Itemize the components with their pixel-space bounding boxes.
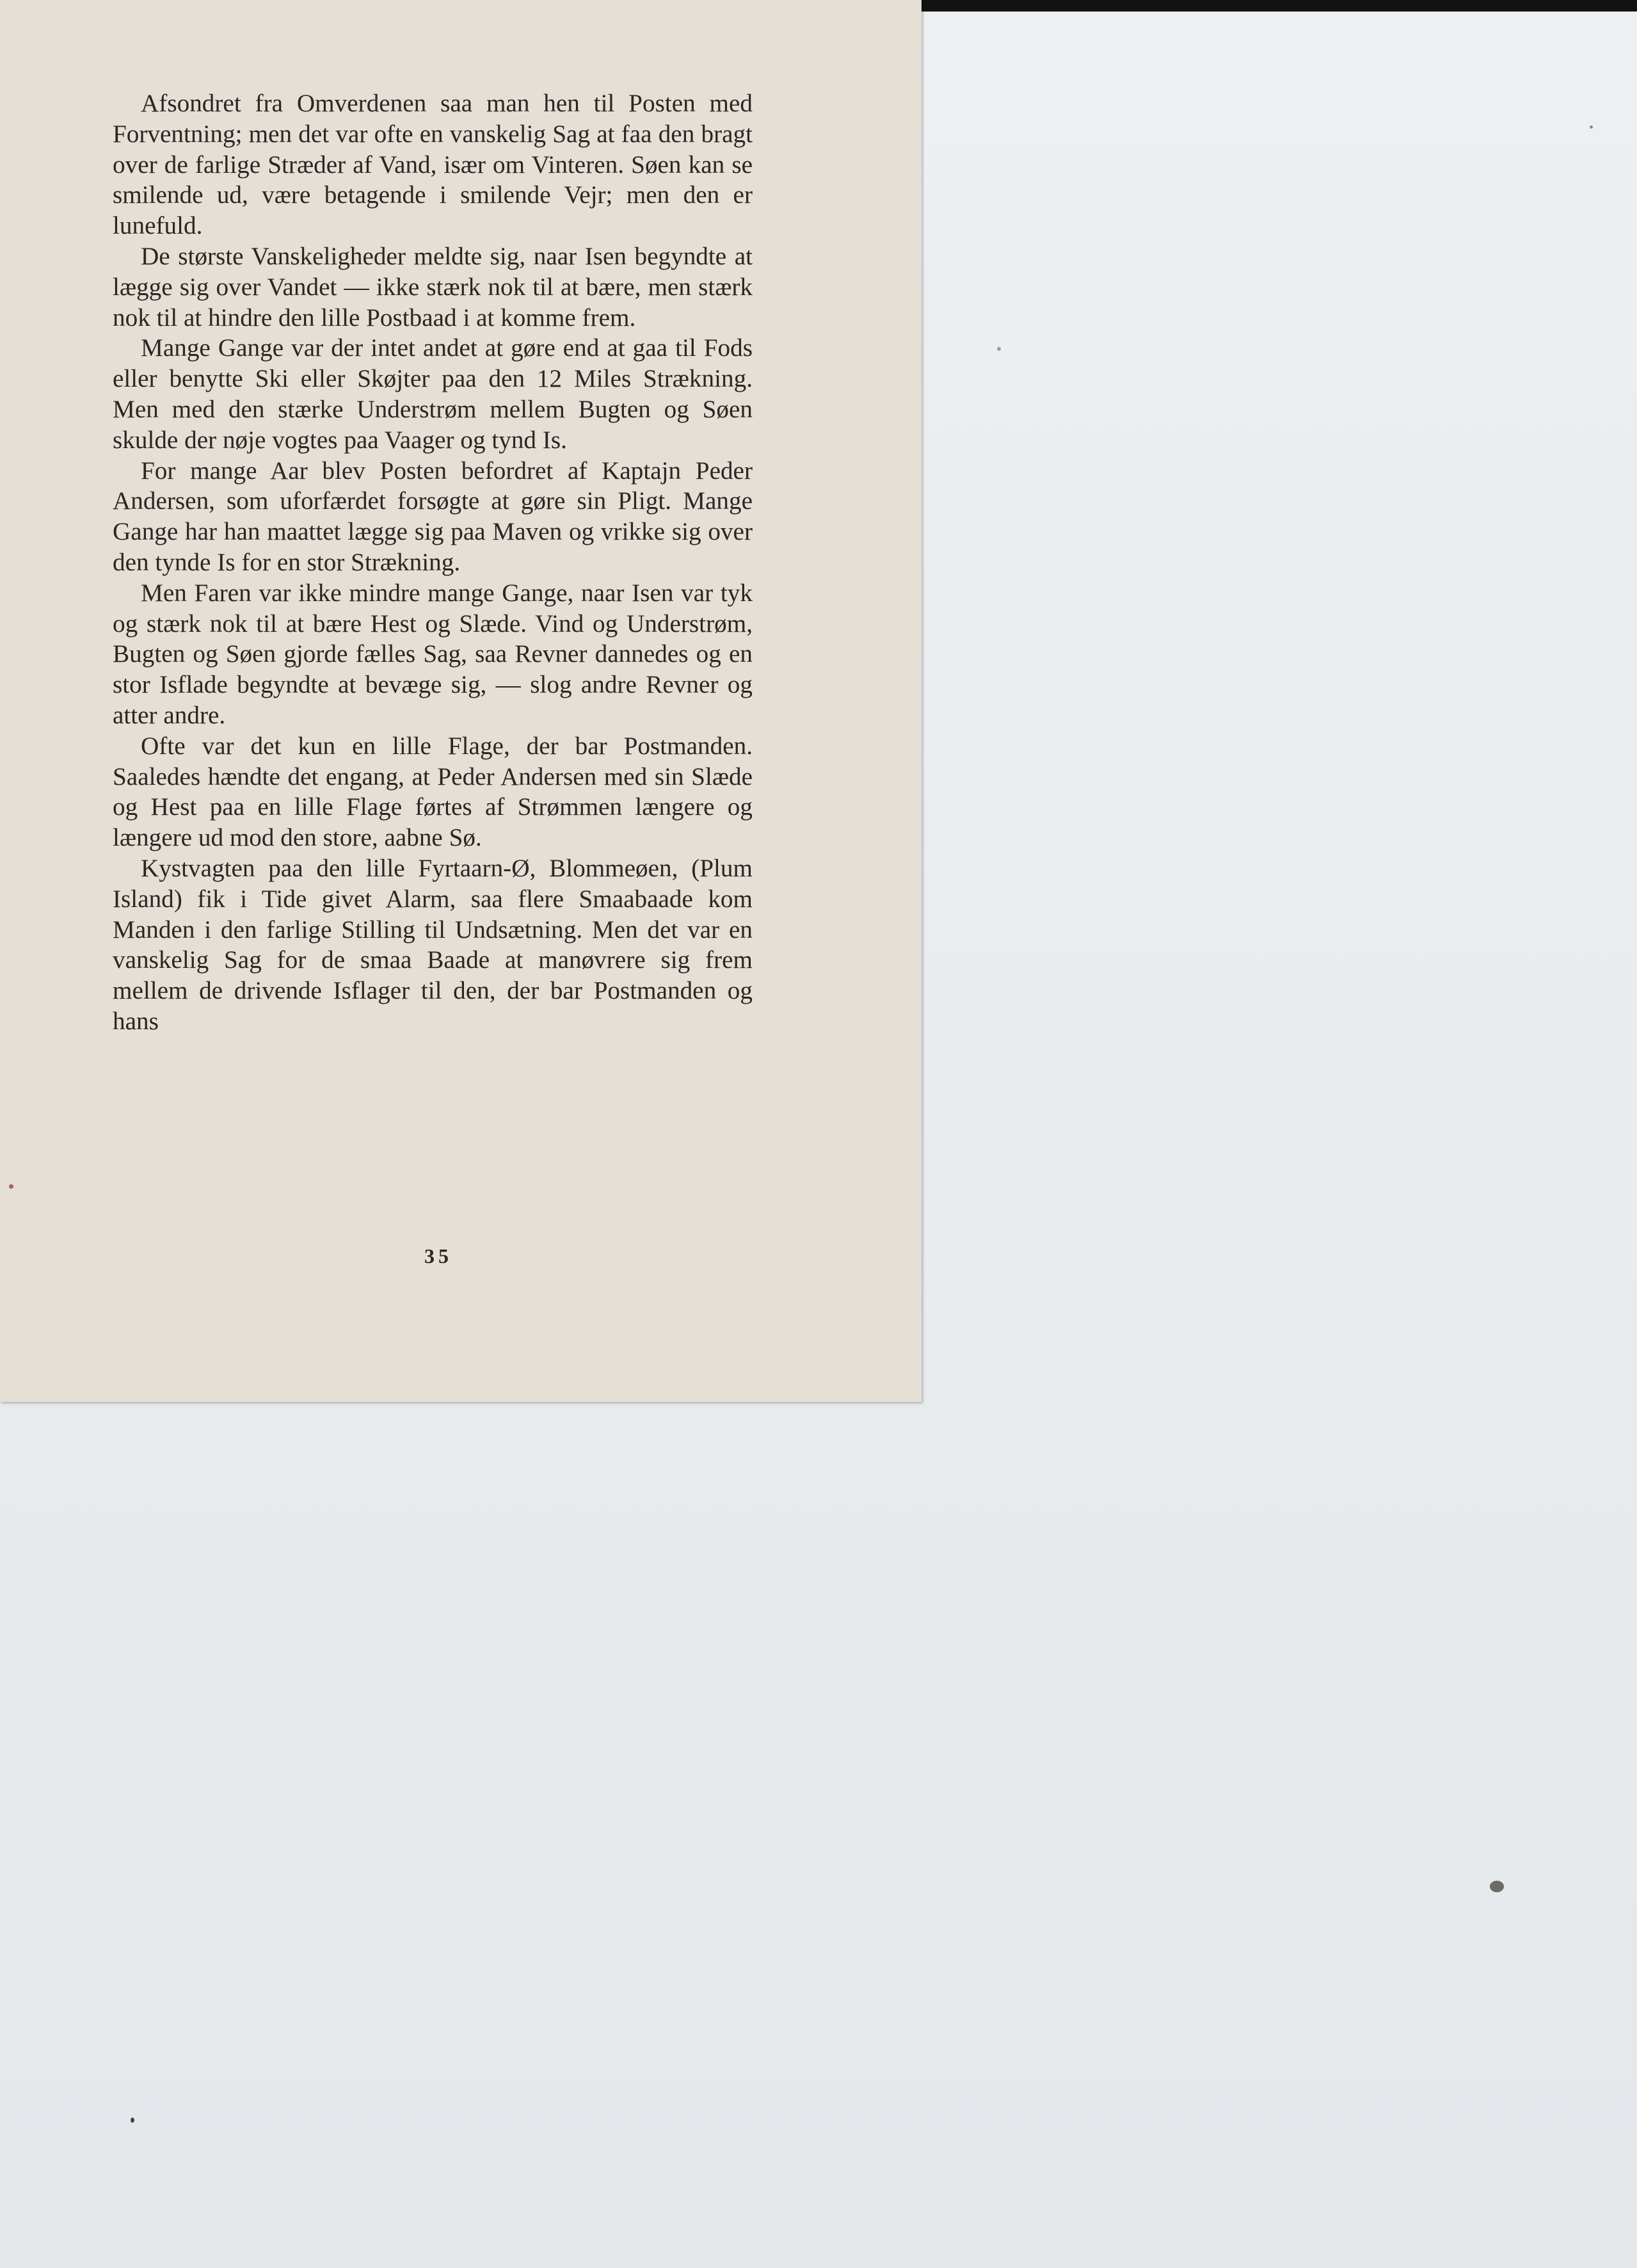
body-text [113, 88, 753, 1037]
paragraph: Mange Gange var der intet andet at gøre end at gaa til Fods eller benytte Ski eller Skøjter paa den 12 Miles Strækning. Men med den stærke Understrøm mellem Bugten og Søen skulde der nøje vogtes paa Vaager og tynd Is. [113, 334, 753, 454]
book-page [0, 0, 922, 1402]
paragraph: Afsondret fra Omverdenen saa man hen til Posten med Forventning; men det var ofte en vanskelig Sag at faa den bragt over de farlige Stræder af Vand, især om Vinteren. Søen kan se smilende ud, være betagende i smilende Vejr; men den er lunefuld. [113, 90, 753, 240]
scanner-lid-edge [922, 0, 1637, 12]
paragraph: For mange Aar blev Posten befordret af Kaptajn Peder Andersen, som uforfærdet forsøgte at gøre sin Pligt. Mange Gange har han maattet lægge sig paa Maven og vrikke sig over den tynde Is for en stor Strækning. [113, 456, 753, 576]
dust-speck [1490, 1881, 1504, 1892]
paragraph: Kystvagten paa den lille Fyrtaarn-Ø, Blommeøen, (Plum Island) fik i Tide givet Alarm, saa flere Smaabaade kom Manden i den farlige Stilling til Undsætning. Men det var en vanskelig Sag for de smaa Baade at manøvrere sig frem mellem de drivende Isflager til den, der bar Postmanden og hans [113, 854, 753, 1035]
paragraph: Men Faren var ikke mindre mange Gange, naar Isen var tyk og stærk nok til at bære Hest og Slæde. Vind og Understrøm, Bugten og Søen gjorde fælles Sag, saa Revner dannedes og en stor Isflade begyndte at bevæge sig, — slog andre Revner og atter andre. [113, 579, 753, 729]
paragraph: De største Vanskeligheder meldte sig, naar Isen begyndte at lægge sig over Vandet — ikke stærk nok til at bære, men stærk nok til at hindre den lille Postbaad i at komme frem. [113, 242, 753, 332]
dust-speck [1590, 125, 1593, 129]
dust-speck [997, 347, 1001, 351]
page-number: 35 [424, 1244, 452, 1267]
dust-speck [9, 1184, 13, 1189]
paragraph: Ofte var det kun en lille Flage, der bar Postmanden. Saaledes hændte det engang, at Peder Andersen med sin Slæde og Hest paa en lille Flage førtes af Strømmen længere og længere ud mod den store, aabne Sø. [113, 732, 753, 852]
dust-speck [131, 2118, 134, 2123]
